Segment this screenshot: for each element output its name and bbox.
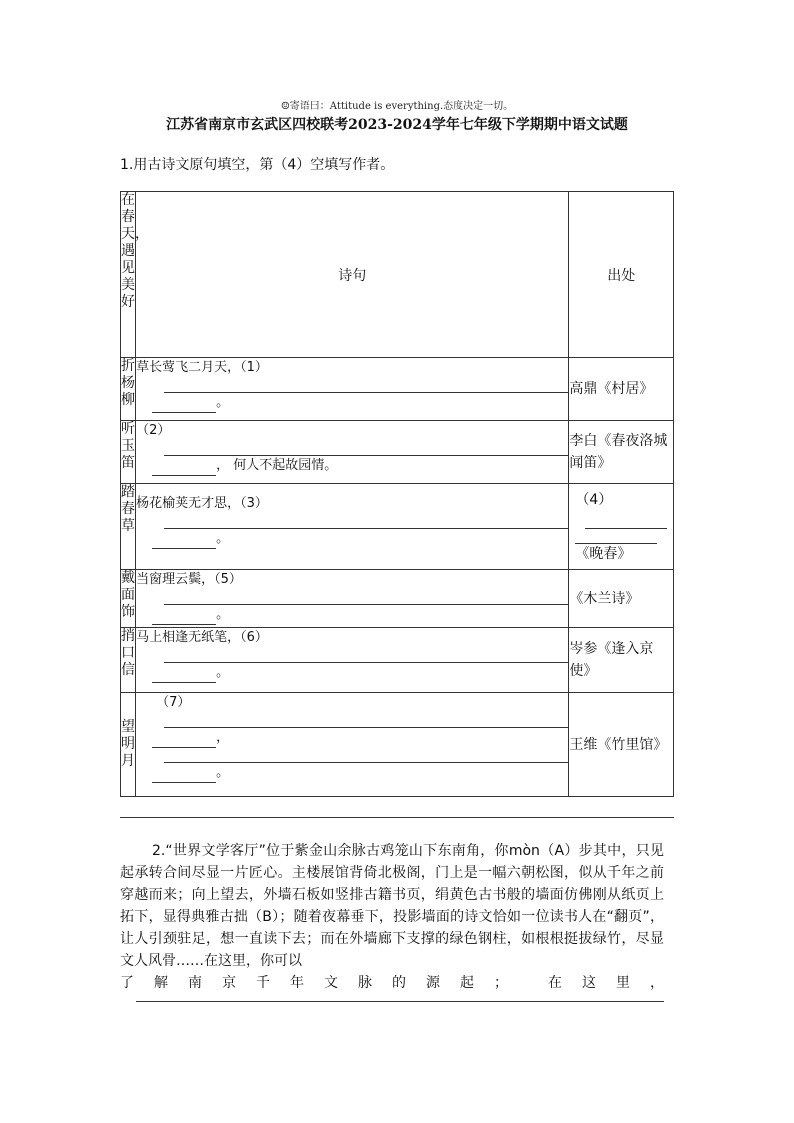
poem-cell — [136, 628, 569, 693]
row-topic: 捎口信 — [121, 628, 136, 693]
answer-blank-1[interactable] — [164, 378, 568, 393]
poem-line: 草长莺飞二月天，（1） — [136, 360, 268, 375]
answer-blank-5-end[interactable] — [152, 610, 216, 625]
source-cell: 高鼎《村居》 — [569, 358, 674, 421]
last-line-char: 解 — [154, 975, 168, 991]
answer-line[interactable] — [136, 1001, 664, 1002]
last-line-char: 的 — [392, 975, 406, 991]
last-line-char: 千 — [256, 975, 270, 991]
last-line-char: 这 — [582, 975, 596, 991]
answer-blank-3-end[interactable] — [152, 534, 216, 549]
poem-ending: 。 — [216, 765, 230, 780]
poem-line: 马上相逢无纸笔，（6） — [136, 630, 268, 645]
table-header-row — [121, 192, 674, 358]
poem-ending: 。 — [216, 607, 230, 622]
last-line-char: 文 — [324, 975, 338, 991]
source-cell: 李白《春夜洛城闻笛》 — [569, 421, 674, 484]
question-2-last-line — [120, 972, 664, 994]
table-row — [121, 693, 674, 797]
last-line-char: 南 — [188, 975, 202, 991]
answer-blank-7-mid[interactable] — [152, 733, 216, 748]
poem-ending: 。 — [216, 531, 230, 546]
poem-ending: ， 何人不起故园情。 — [216, 458, 338, 473]
table-row — [121, 358, 674, 421]
poem-line: （2） — [136, 423, 171, 438]
last-line-char: 源 — [426, 975, 440, 991]
source-cell: 王维《竹里馆》 — [569, 693, 674, 797]
header-source: 出处 — [569, 192, 674, 358]
last-line-char: 里 — [616, 975, 630, 991]
question-1-heading: 1.用古诗文原句填空，第（4）空填写作者。 — [120, 157, 395, 173]
answer-blank-1-end[interactable] — [152, 398, 216, 413]
answer-blank-3[interactable] — [164, 514, 568, 529]
last-line-char: ， — [650, 975, 664, 991]
poem-cell — [136, 484, 569, 570]
table-row — [121, 421, 674, 484]
answer-blank-7b[interactable] — [164, 748, 568, 763]
poem-cell — [136, 570, 569, 628]
question-2-paragraph: 2.“世界文学客厅”位于紫金山余脉古鸡笼山下东南角，你mòn（A）步其中，只见起承转合间尽显一片匠心。主楼展馆背倚北极阁，门上是一幅六朝松图，似从千年之前穿越而来；向上望去，外墙石板如竖排古籍书页，绢黄色古书般的墙面仿佛刚从纸页上拓下，显得典雅古拙（B）；随着夜幕垂下，投影墙面的诗文恰如一位读书人在“翻页”，让人引颈驻足，想一直读下去；而在外墙廊下支撑的绿色钢柱，如根根挺拔绿竹，尽显文人风骨……在这里，你可以 — [120, 843, 664, 969]
header-poem: 诗句 — [136, 192, 569, 358]
last-line-char: 脉 — [358, 975, 372, 991]
answer-blank-4[interactable] — [585, 510, 667, 529]
poem-cell — [136, 358, 569, 421]
row-topic: 望明月 — [121, 693, 136, 797]
poem-line: 当窗理云鬓，（5） — [136, 572, 242, 587]
table-row — [121, 628, 674, 693]
answer-blank-2-end[interactable] — [152, 461, 216, 476]
source-cell — [569, 484, 674, 570]
poem-cell — [136, 421, 569, 484]
last-line-char: 起 — [460, 975, 474, 991]
answer-blank-2[interactable] — [164, 441, 568, 456]
last-line-char: 京 — [222, 975, 236, 991]
source-cell: 岑参《逢入京使》 — [569, 628, 674, 693]
source-cell: 《木兰诗》 — [569, 570, 674, 628]
poem-line: （7） — [156, 695, 191, 710]
source-text: 《晚春》 — [575, 545, 632, 562]
table-row — [121, 484, 674, 570]
last-line-char: 在 — [548, 975, 562, 991]
poem-table — [120, 191, 674, 797]
answer-blank-4b[interactable] — [575, 529, 657, 544]
poem-ending: 。 — [216, 395, 230, 410]
page-title: 江苏省南京市玄武区四校联考2023-2024学年七年级下学期期中语文试题 — [166, 117, 628, 133]
last-line-char: ； — [494, 975, 508, 991]
question-2 — [120, 840, 664, 994]
last-line-char: 年 — [290, 975, 304, 991]
poem-line: 杨花榆荚无才思，（3） — [136, 496, 268, 511]
poem-ending: 。 — [216, 665, 230, 680]
table-row — [121, 570, 674, 628]
row-topic: 听玉笛 — [121, 421, 136, 484]
poem-cell — [136, 693, 569, 797]
last-line-char: 了 — [120, 975, 134, 991]
answer-blank-7[interactable] — [164, 713, 568, 728]
section-divider — [120, 817, 674, 818]
row-topic: 戴面饰 — [121, 570, 136, 628]
source-number: （4） — [575, 491, 613, 508]
answer-blank-6-end[interactable] — [152, 668, 216, 683]
row-topic: 折杨柳 — [121, 358, 136, 421]
motto: ☺寄语曰：Attitude is everything.态度决定一切。 — [280, 101, 514, 112]
answer-blank-5[interactable] — [164, 590, 568, 605]
row-topic: 踏春草 — [121, 484, 136, 570]
header-topic: 在春天，遇见美好 — [121, 192, 136, 358]
poem-comma: ， — [216, 730, 230, 745]
answer-blank-6[interactable] — [164, 648, 568, 663]
answer-blank-7-end[interactable] — [152, 768, 216, 783]
